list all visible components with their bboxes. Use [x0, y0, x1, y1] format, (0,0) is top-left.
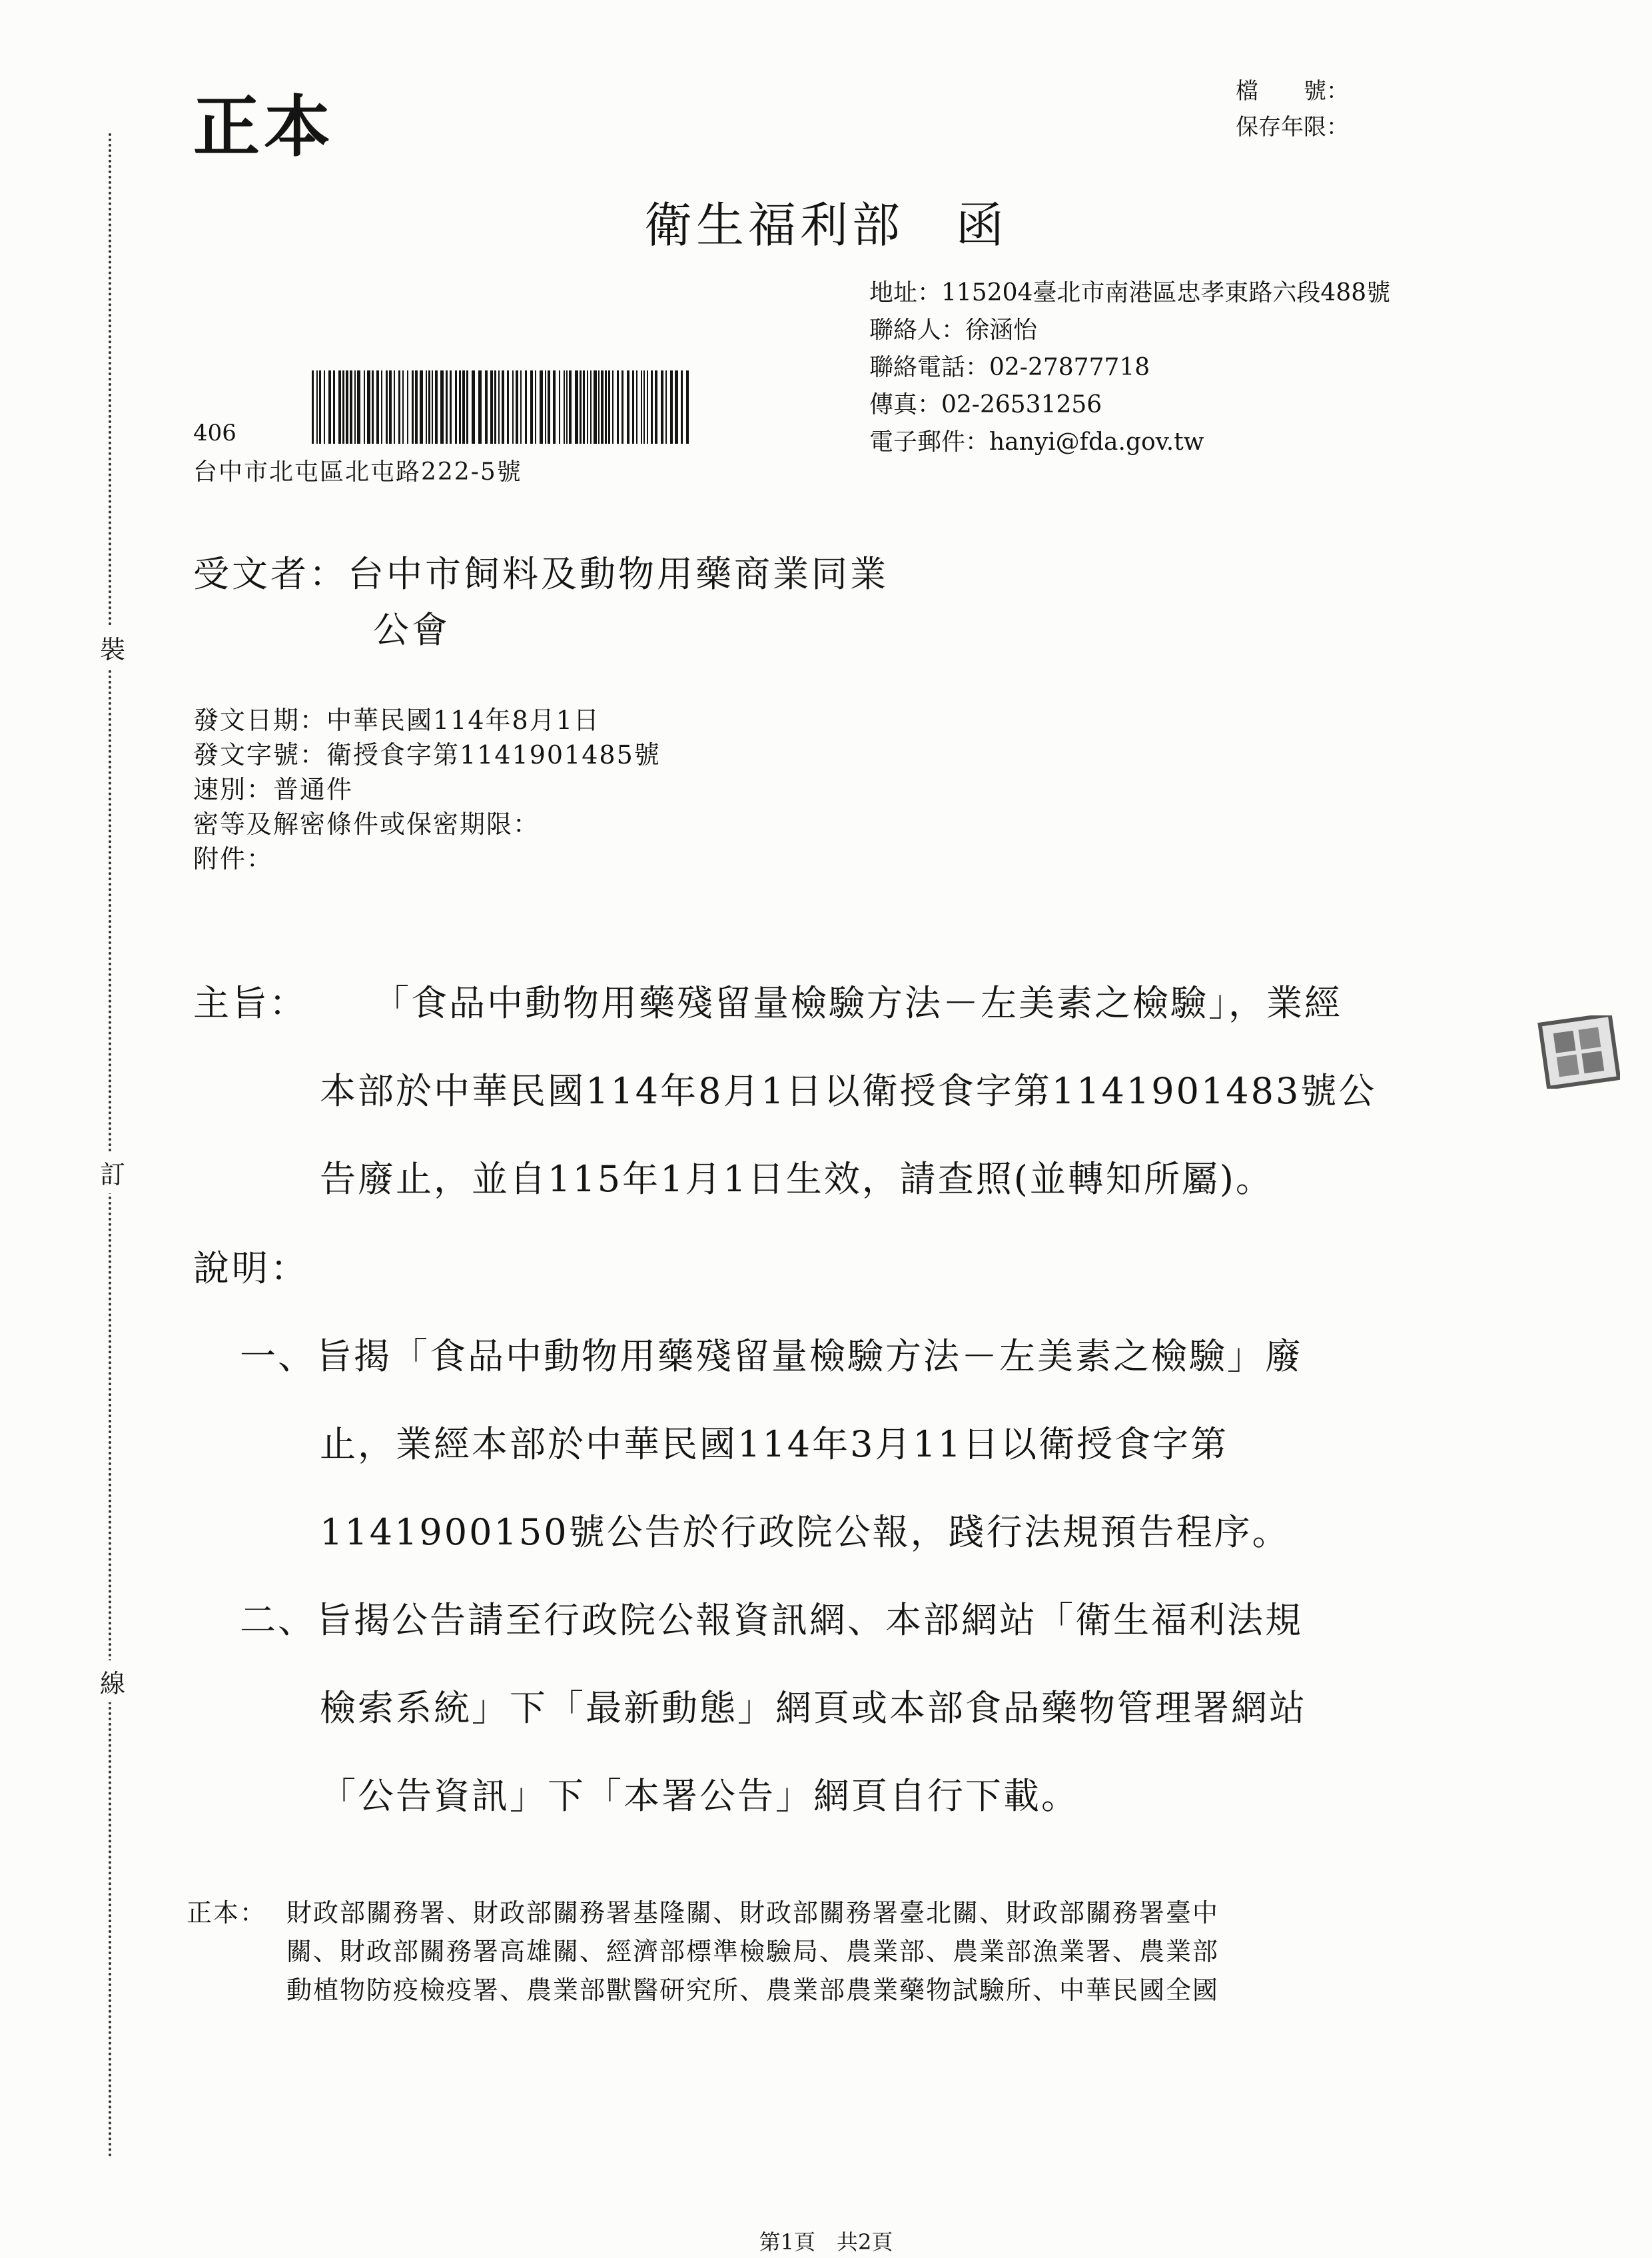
contact-phone: 聯絡電話：02-27877718 [869, 354, 1150, 381]
barcode-bar [507, 370, 509, 444]
binding-mark-ding: 訂 [100, 1151, 125, 1193]
document-metadata [193, 703, 661, 876]
file-info [1236, 73, 1349, 145]
cc-label: 正本： [187, 1898, 267, 1928]
barcode-bar [564, 370, 565, 444]
barcode-bar [587, 370, 588, 444]
barcode-bar [446, 370, 448, 444]
barcode-image [312, 370, 689, 444]
barcode-bar [601, 370, 604, 444]
barcode-bar [316, 370, 318, 444]
barcode-bar [346, 370, 348, 444]
contact-email: 電子郵件：hanyi@fda.gov.tw [869, 428, 1204, 456]
barcode-bar [643, 370, 645, 444]
barcode-bar [535, 370, 536, 444]
barcode-bar [545, 370, 546, 444]
barcode-bar [342, 370, 344, 444]
subject-line-1: 「食品中動物用藥殘留量檢驗方法－左美素之檢驗」，業經 [373, 982, 1342, 1024]
subject-label: 主旨： [193, 982, 307, 1024]
barcode-bar [605, 370, 607, 444]
barcode-bar [376, 370, 379, 444]
barcode-bar [647, 370, 648, 444]
barcode-bar [478, 370, 482, 444]
explanation-item-1-line-3: 1141900150號公告於行政院公報，踐行法規預告程序。 [320, 1511, 1290, 1553]
document-number: 發文字號：衛授食字第1141901485號 [193, 740, 661, 770]
barcode-bar [559, 370, 560, 444]
document-title: 衛生福利部 函 [643, 197, 1008, 253]
barcode-bar [420, 370, 423, 444]
barcode-bar [632, 370, 634, 444]
subject-line-2: 本部於中華民國114年8月1日以衛授食字第1141901483號公 [320, 1070, 1377, 1112]
binding-mark-xian: 線 [100, 1660, 125, 1702]
barcode-bar [364, 370, 365, 444]
barcode-bar [455, 370, 457, 444]
explanation-item-2-line-1: 二、旨揭公告請至行政院公報資訊網、本部網站「衛生福利法規 [240, 1599, 1303, 1641]
seal-stamp-icon [1537, 1015, 1620, 1089]
binding-dotted-line [109, 133, 111, 2159]
barcode-bar [338, 370, 341, 444]
barcode-bar [520, 370, 522, 444]
barcode-bar [432, 370, 433, 444]
cc-recipient-list [286, 1894, 1219, 2009]
barcode-bar [440, 370, 444, 444]
recipient-address: 台中市北屯區北屯路222-5號 [193, 458, 522, 486]
barcode-bar [661, 370, 663, 444]
barcode-bar [583, 370, 585, 444]
retention-period-label: 保存年限： [1236, 114, 1349, 141]
barcode-bar [598, 370, 600, 444]
barcode-bar [617, 370, 619, 444]
barcode-bar [636, 370, 637, 444]
barcode-bar [312, 370, 314, 444]
barcode-bar [516, 370, 518, 444]
barcode-bar [462, 370, 465, 444]
barcode-bar [459, 370, 461, 444]
barcode-bar [594, 370, 597, 444]
barcode-bar [426, 370, 427, 444]
barcode-bar [580, 370, 582, 444]
barcode-bar [415, 370, 418, 444]
contact-person: 聯絡人：徐涵怡 [869, 316, 1038, 344]
barcode-bar [407, 370, 408, 444]
barcode-bar [354, 370, 356, 444]
file-number-label: 檔 號： [1236, 78, 1349, 105]
binding-mark-zhuang: 裝 [100, 626, 125, 668]
contact-block [869, 275, 1390, 461]
barcode-bar [367, 370, 370, 444]
barcode-bar [389, 370, 392, 444]
barcode-bar [566, 370, 568, 444]
barcode-bar [324, 370, 325, 444]
explanation-item-1-line-1: 一、旨揭「食品中動物用藥殘留量檢驗方法－左美素之檢驗」廢 [240, 1335, 1303, 1377]
barcode-bar [525, 370, 527, 444]
barcode-bar [641, 370, 642, 444]
barcode-bar [575, 370, 578, 444]
barcode-bar [512, 370, 514, 444]
barcode-bar [381, 370, 382, 444]
subject-line-3: 告廢止，並自115年1月1日生效，請查照(並轉知所屬)。 [320, 1158, 1274, 1200]
barcode-bar [372, 370, 374, 444]
barcode-bar [328, 370, 331, 444]
barcode-bar [612, 370, 614, 444]
barcode-bar [435, 370, 438, 444]
sender-address: 地址：115204臺北市南港區忠孝東路六段488號 [869, 279, 1391, 306]
cc-line-3: 動植物防疫檢疫署、農業部獸醫研究所、農業部農業藥物試驗所、中華民國全國 [286, 1976, 1220, 2005]
barcode-bar [485, 370, 488, 444]
barcode-bar [608, 370, 610, 444]
barcode-bar [686, 370, 689, 444]
recipient-zip-code: 406 [193, 420, 236, 446]
contact-fax: 傳真：02-26531256 [869, 391, 1102, 418]
barcode-bar [428, 370, 430, 444]
barcode-bar [681, 370, 683, 444]
issue-date: 發文日期：中華民國114年8月1日 [193, 706, 600, 735]
barcode-bar [398, 370, 400, 444]
barcode-bar [333, 370, 335, 444]
explanation-label: 說明： [193, 1247, 309, 1289]
explanation-item-2-line-3: 「公告資訊」下「本署公告」網頁自行下載。 [320, 1775, 1079, 1817]
barcode-bar [498, 370, 500, 444]
barcode-bar [665, 370, 667, 444]
explanation-item-2-line-2: 檢索系統」下「最新動態」網頁或本部食品藥物管理署網站 [320, 1687, 1307, 1729]
barcode-bar [412, 370, 414, 444]
barcode-bar [621, 370, 623, 444]
cc-line-1: 財政部關務署、財政部關務署基隆關、財政部關務署臺北關、財政部關務署臺中 [286, 1898, 1220, 1928]
explanation-item-1-line-2: 止，業經本部於中華民國114年3月11日以衛授食字第 [320, 1423, 1229, 1465]
barcode-bar [319, 370, 321, 444]
barcode-bar [590, 370, 592, 444]
addressee-line-2: 公會 [373, 609, 450, 651]
original-copy-stamp: 正本 [193, 87, 334, 166]
barcode-bar [502, 370, 504, 444]
barcode-bar [357, 370, 360, 444]
barcode-bar [472, 370, 475, 444]
barcode-bar [402, 370, 404, 444]
barcode-bar [553, 370, 556, 444]
barcode-bar [548, 370, 550, 444]
barcode-bar [490, 370, 493, 444]
barcode-bar [386, 370, 388, 444]
barcode-bar [655, 370, 657, 444]
attachment-label: 附件： [193, 844, 274, 873]
secrecy-level: 密等及解密條件或保密期限： [193, 810, 540, 839]
barcode-bar [569, 370, 572, 444]
addressee-line-1: 受文者：台中市飼料及動物用藥商業同業 [193, 553, 889, 595]
delivery-speed: 速別：普通件 [193, 775, 354, 804]
barcode-bar [530, 370, 533, 444]
barcode-bar [466, 370, 468, 444]
barcode-bar [540, 370, 543, 444]
barcode-bar [450, 370, 452, 444]
barcode-bar [627, 370, 629, 444]
barcode-bar [651, 370, 653, 444]
addressee [193, 546, 889, 658]
page-number: 第1頁 共2頁 [759, 2229, 893, 2255]
barcode-bar [394, 370, 395, 444]
barcode-bar [670, 370, 673, 444]
barcode-bar [494, 370, 496, 444]
barcode-bar [675, 370, 678, 444]
cc-line-2: 關、財政部關務署高雄關、經濟部標準檢驗局、農業部、農業部漁業署、農業部 [286, 1937, 1220, 1966]
barcode-bar [350, 370, 352, 444]
